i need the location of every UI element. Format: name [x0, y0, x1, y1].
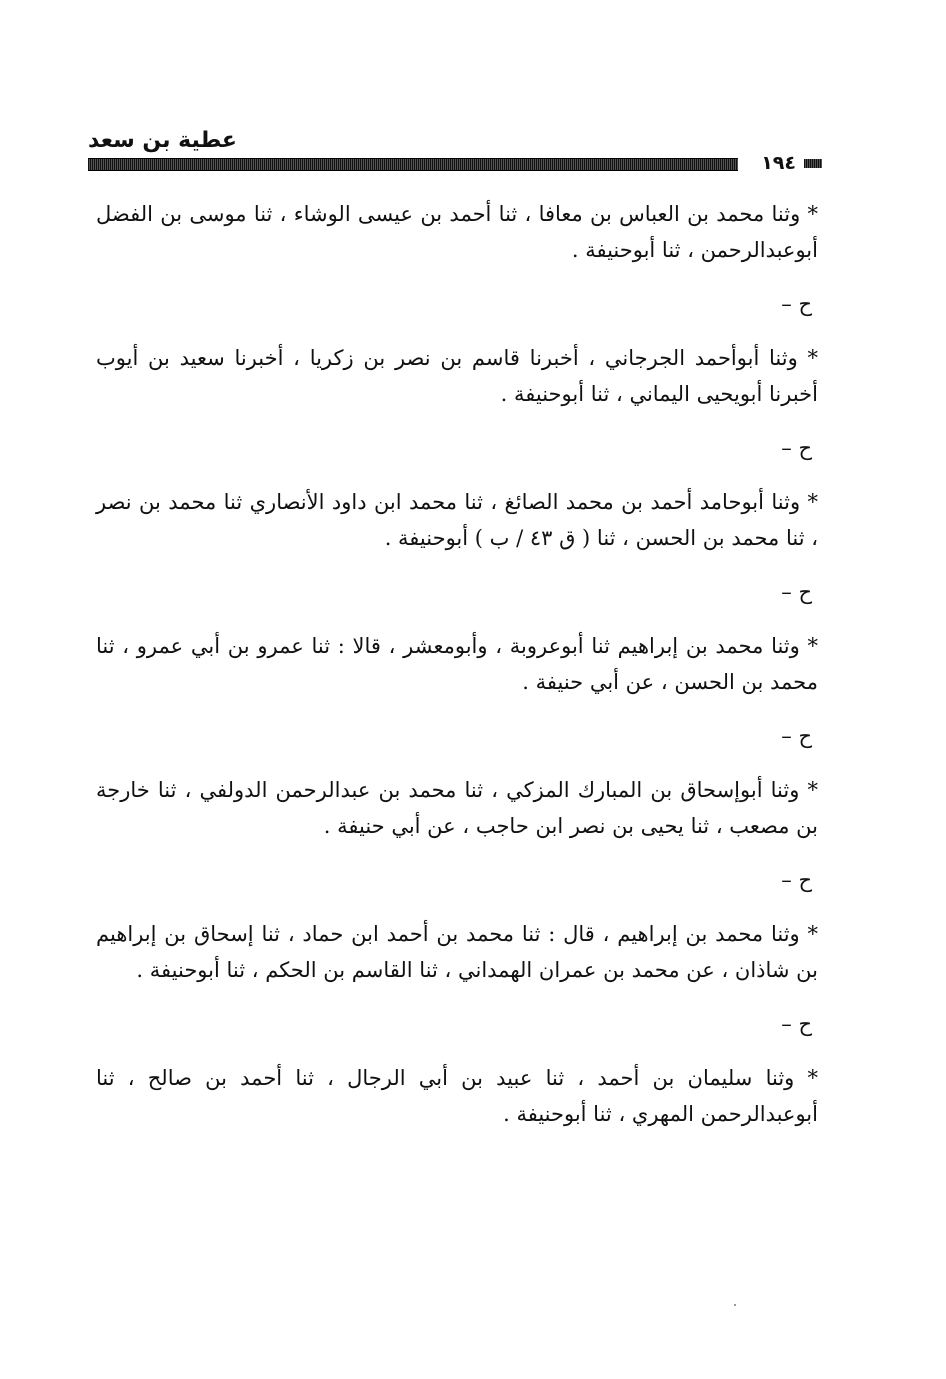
hadith-entry: [96, 484, 818, 556]
hadith-text: * وثنا محمد بن إبراهيم ، قال : ثنا محمد بن أحمد ابن حماد ، ثنا إسحاق بن إبراهيم بن شاذان ، عن محمد بن عمران الهمداني ، ثنا القاسم بن الحكم ، ثنا أبوحنيفة .: [96, 922, 818, 982]
running-title: عطية بن سعد: [88, 128, 237, 153]
header-rule-end: [804, 159, 822, 168]
hadith-text: * وثنا أبوإسحاق بن المبارك المزكي ، ثنا محمد بن عبدالرحمن الدولفي ، ثنا خارجة بن مصعب ، ثنا يحيى بن نصر ابن حاجب ، عن أبي حنيفة .: [96, 778, 818, 838]
page-content: [96, 196, 818, 1132]
entry-separator: ح –: [781, 292, 812, 316]
entry-separator: ح –: [781, 868, 812, 892]
entry-separator: ح –: [781, 1012, 812, 1036]
hadith-entry: [96, 916, 818, 988]
hadith-text: * وثنا محمد بن إبراهيم ثنا أبوعروبة ، وأبومعشر ، قالا : ثنا عمرو بن أبي عمرو ، ثنا محمد بن الحسن ، عن أبي حنيفة .: [96, 634, 818, 694]
hadith-entry: [96, 772, 818, 844]
hadith-entry: [96, 628, 818, 700]
hadith-text: * وثنا أبوحامد أحمد بن محمد الصائغ ، ثنا محمد ابن داود الأنصاري ثنا محمد بن نصر ، ثنا محمد بن الحسن ، ثنا ( ق ٤٣ / ب ) أبوحنيفة .: [96, 490, 818, 550]
entry-separator: ح –: [781, 724, 812, 748]
hadith-text: * وثنا محمد بن العباس بن معافا ، ثنا أحمد بن عيسى الوشاء ، ثنا موسى بن الفضل أبوعبدالرحمن ، ثنا أبوحنيفة .: [96, 202, 818, 262]
entry-separator: ح –: [781, 436, 812, 460]
hadith-entry: [96, 1060, 818, 1132]
scan-speck: [734, 1304, 736, 1306]
hadith-entry: [96, 196, 818, 268]
header-rule: [88, 158, 738, 171]
hadith-text: * وثنا أبوأحمد الجرجاني ، أخبرنا قاسم بن نصر بن زكريا ، أخبرنا سعيد بن أيوب أخبرنا أبويحيى اليماني ، ثنا أبوحنيفة .: [96, 346, 818, 406]
page-header: [88, 128, 822, 178]
hadith-entry: [96, 340, 818, 412]
page-number: ١٩٤: [757, 151, 800, 175]
entry-separator: ح –: [781, 580, 812, 604]
hadith-text: * وثنا سليمان بن أحمد ، ثنا عبيد بن أبي الرجال ، ثنا أحمد بن صالح ، ثنا أبوعبدالرحمن المهري ، ثنا أبوحنيفة .: [96, 1066, 818, 1126]
